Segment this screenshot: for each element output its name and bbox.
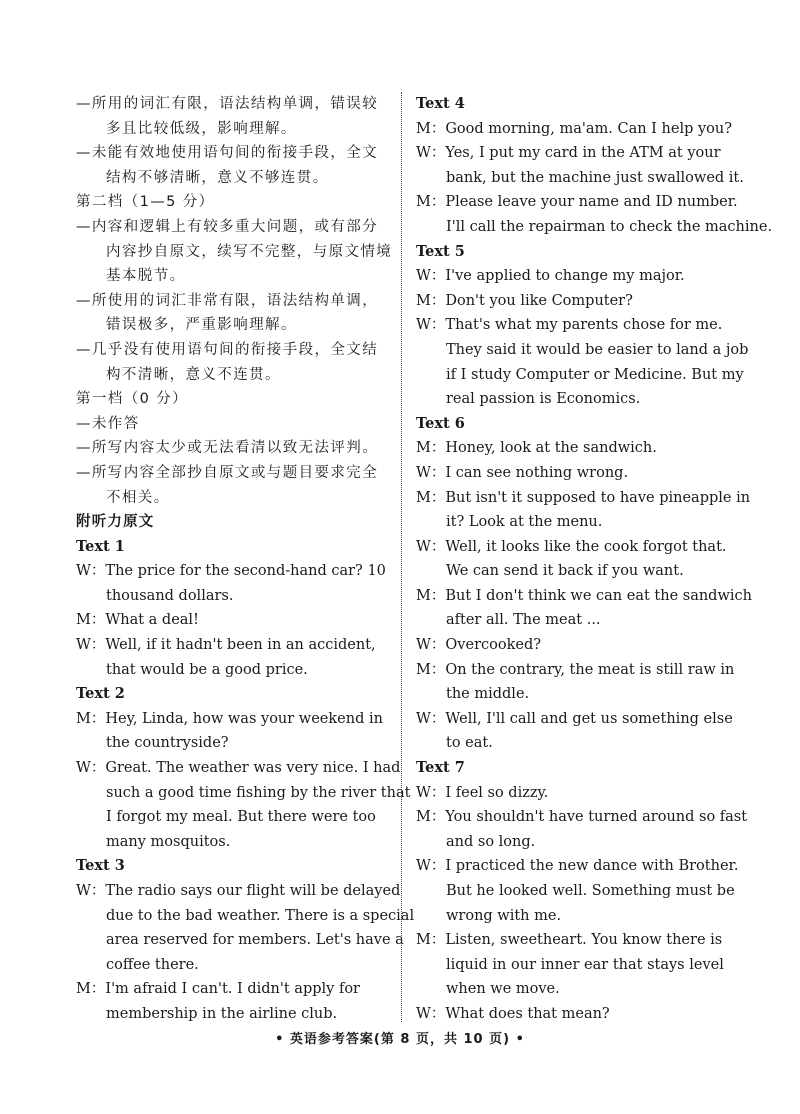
dialogue-line: They said it would be easier to land a job xyxy=(446,341,749,358)
dialogue-line: membership in the airline club. xyxy=(106,1005,338,1022)
dialogue-line: I forgot my meal. But there were too xyxy=(106,809,376,826)
rubric-line: —未作答 xyxy=(76,415,140,432)
dialogue-line: real passion is Economics. xyxy=(446,391,641,408)
dialogue-line: the middle. xyxy=(446,686,530,703)
right-column xyxy=(416,92,773,1027)
rubric-line: 基本脱节。 xyxy=(106,268,186,285)
rubric-line: —未能有效地使用语句间的衔接手段，全文 xyxy=(76,145,379,162)
dialogue-line: M：I'm afraid I can't. I didn't apply for xyxy=(76,981,360,998)
dialogue-line: M：Please leave your name and ID number. xyxy=(416,194,738,211)
text-heading: Text 2 xyxy=(76,685,125,703)
rubric-line: 内容抄自原文，续写不完整，与原文情境 xyxy=(106,243,393,260)
left-column xyxy=(76,92,415,1027)
text-heading: Text 1 xyxy=(76,537,125,555)
text-heading: Text 6 xyxy=(416,414,465,432)
dialogue-line: many mosquitos. xyxy=(106,833,231,850)
dialogue-line: bank, but the machine just swallowed it. xyxy=(446,169,744,186)
dialogue-line: that would be a good price. xyxy=(106,661,308,678)
dialogue-line: wrong with me. xyxy=(446,907,562,924)
dialogue-line: if I study Computer or Medicine. But my xyxy=(446,366,744,383)
dialogue-line: W：I can see nothing wrong. xyxy=(416,464,629,481)
rubric-level-heading: 第一档（0 分） xyxy=(76,391,189,408)
dialogue-line: W：Well, I'll call and get us something else xyxy=(416,710,733,727)
dialogue-line: coffee there. xyxy=(106,956,199,973)
rubric-line: 构不清晰，意义不连贯。 xyxy=(106,366,281,383)
dialogue-line: W：The radio says our flight will be delayed xyxy=(76,883,401,899)
dialogue-line: We can send it back if you want. xyxy=(446,563,684,580)
dialogue-line: W：Overcooked? xyxy=(416,637,541,654)
rubric-line: —所使用的词汇非常有限，语法结构单调， xyxy=(76,292,379,309)
dialogue-line: M：You shouldn't have turned around so fast xyxy=(416,809,748,826)
dialogue-line: W：I practiced the new dance with Brother. xyxy=(416,858,739,875)
dialogue-line: the countryside? xyxy=(106,735,229,752)
dialogue-line: liquid in our inner ear that stays level xyxy=(446,956,724,973)
rubric-line: 不相关。 xyxy=(106,489,170,506)
dialogue-line: thousand dollars. xyxy=(106,587,234,604)
section-heading: 附听力原文 xyxy=(76,514,155,531)
dialogue-line: W：Well, it looks like the cook forgot that. xyxy=(416,538,727,555)
dialogue-line: M：On the contrary, the meat is still raw in xyxy=(416,661,735,678)
dialogue-line: area reserved for members. Let's have a xyxy=(106,932,404,949)
text-heading: Text 7 xyxy=(416,759,465,777)
dialogue-line: M：But isn't it supposed to have pineapple in xyxy=(416,489,751,506)
rubric-line: 结构不够清晰，意义不够连贯。 xyxy=(106,169,329,186)
dialogue-line: when we move. xyxy=(446,981,560,998)
rubric-line: 多且比较低级，影响理解。 xyxy=(106,120,297,137)
dialogue-line: after all. The meat ... xyxy=(446,612,601,629)
dialogue-line: it? Look at the menu. xyxy=(446,514,603,531)
dialogue-line: W：Yes, I put my card in the ATM at your xyxy=(416,145,721,162)
text-heading: Text 5 xyxy=(416,242,465,260)
dialogue-line: to eat. xyxy=(446,735,493,752)
rubric-line: —几乎没有使用语句间的衔接手段，全文结 xyxy=(76,341,379,358)
rubric-line: 错误极多，严重影响理解。 xyxy=(106,317,297,334)
dialogue-line: such a good time fishing by the river that xyxy=(106,784,411,801)
dialogue-line: M：What a deal! xyxy=(76,612,199,629)
page-footer: • 英语参考答案(第 8 页，共 10 页) • xyxy=(275,1032,525,1047)
dialogue-line: W：I feel so dizzy. xyxy=(416,784,549,801)
dialogue-line: W：The price for the second-hand car? 10 xyxy=(76,563,386,580)
rubric-line: —所用的词汇有限，语法结构单调，错误较 xyxy=(76,96,379,112)
dialogue-line: M：Hey, Linda, how was your weekend in xyxy=(76,710,383,727)
rubric-level-heading: 第二档（1—5 分） xyxy=(76,194,215,211)
dialogue-line: M：Don't you like Computer? xyxy=(416,292,633,309)
dialogue-line: I'll call the repairman to check the machine. xyxy=(446,218,773,235)
text-heading: Text 3 xyxy=(76,857,125,875)
rubric-line: —所写内容太少或无法看清以致无法评判。 xyxy=(76,440,379,457)
dialogue-line: due to the bad weather. There is a special xyxy=(106,907,415,924)
dialogue-line: W：What does that mean? xyxy=(416,1005,610,1022)
dialogue-line: W：That's what my parents chose for me. xyxy=(416,317,723,334)
rubric-line: —所写内容全部抄自原文或与题目要求完全 xyxy=(76,464,379,481)
column-divider xyxy=(401,92,402,1022)
dialogue-line: and so long. xyxy=(446,833,536,850)
dialogue-line: M：But I don't think we can eat the sandwich xyxy=(416,587,752,604)
dialogue-line: M：Honey, look at the sandwich. xyxy=(416,440,657,457)
rubric-line: —内容和逻辑上有较多重大问题，或有部分 xyxy=(76,218,379,235)
dialogue-line: W：I've applied to change my major. xyxy=(416,268,685,285)
dialogue-line: M：Listen, sweetheart. You know there is xyxy=(416,932,723,949)
dialogue-line: W：Well, if it hadn't been in an accident, xyxy=(76,637,376,654)
dialogue-line: W：Great. The weather was very nice. I had xyxy=(76,760,401,777)
dialogue-line: M：Good morning, ma'am. Can I help you? xyxy=(416,120,733,137)
text-heading: Text 4 xyxy=(416,95,465,112)
dialogue-line: But he looked well. Something must be xyxy=(446,883,735,899)
